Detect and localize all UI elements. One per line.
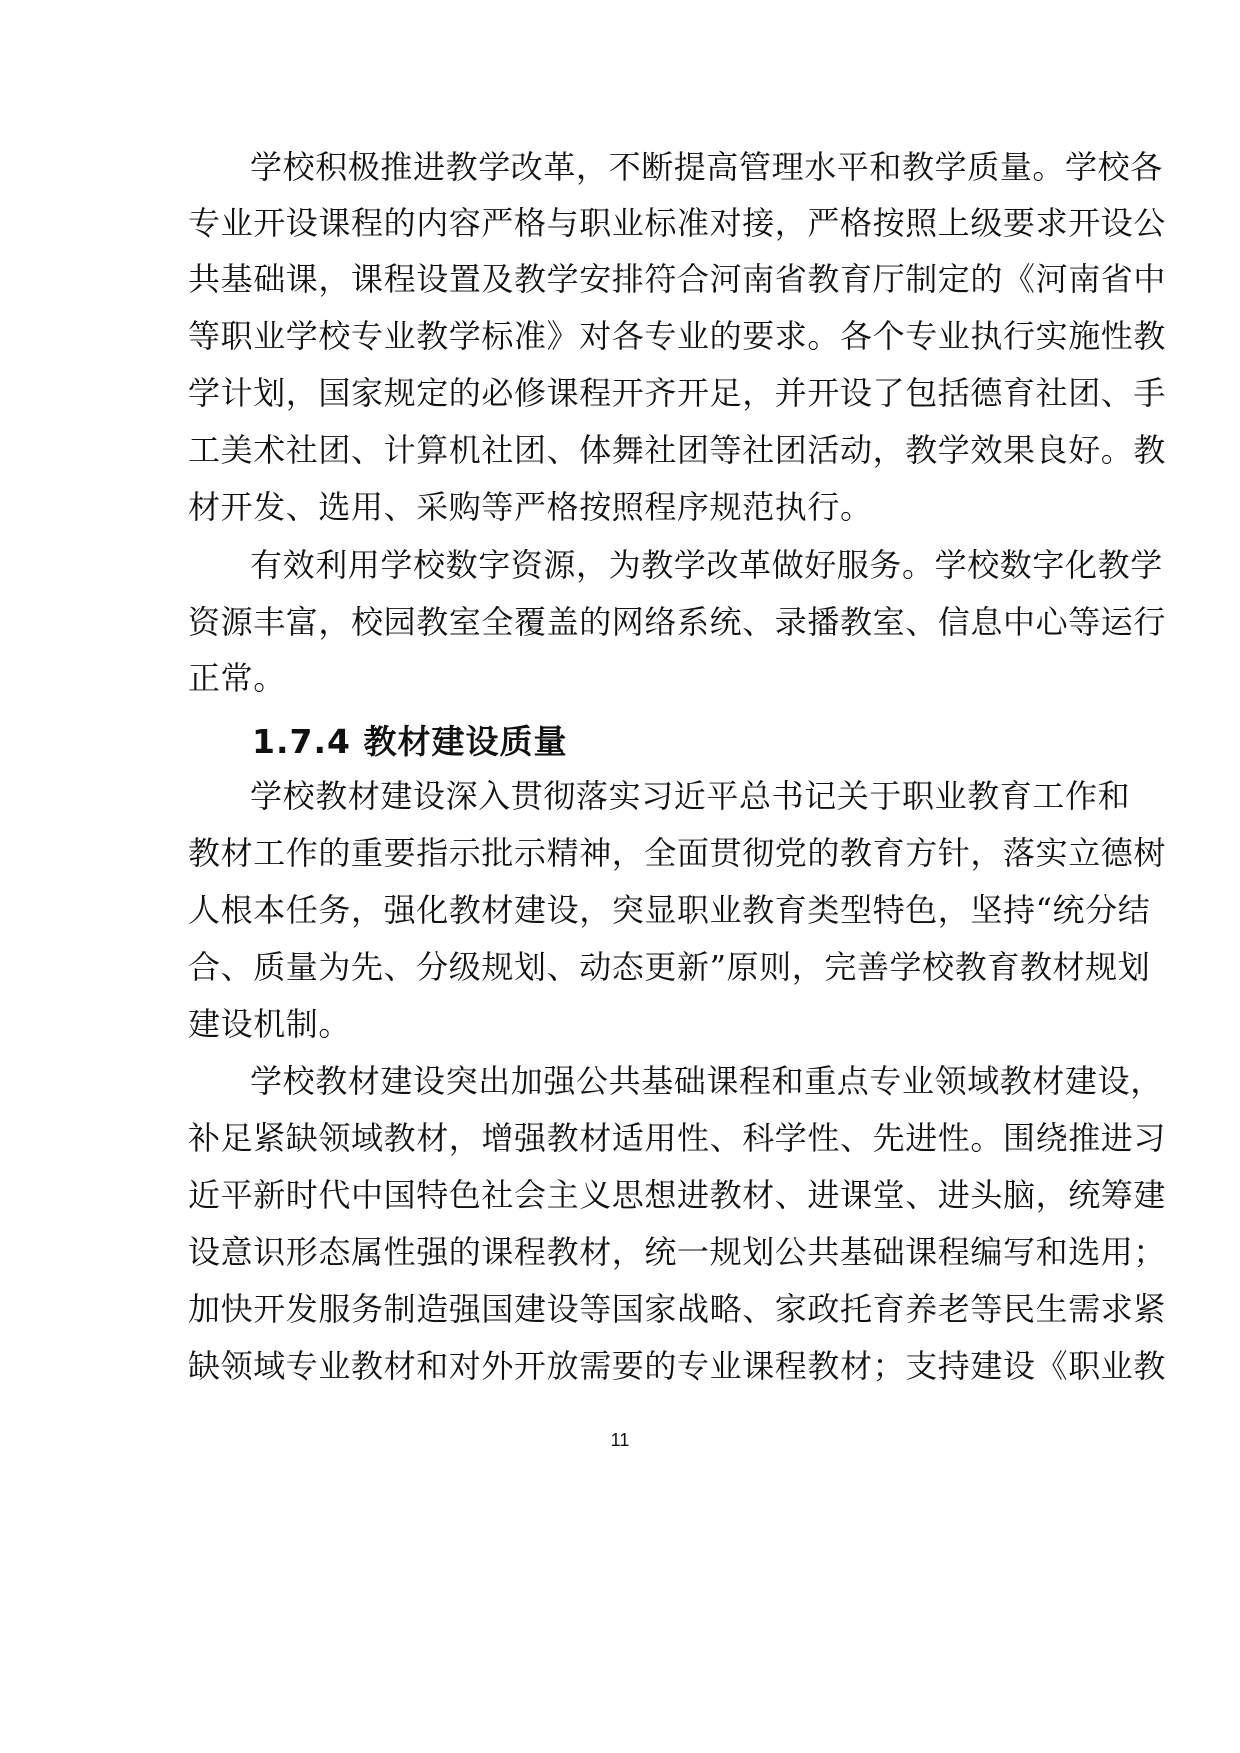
text-line: 建设机制。 bbox=[188, 1005, 352, 1043]
text-line: 正常。 bbox=[188, 659, 286, 697]
text-line: 学校教材建设突出加强公共基础课程和重点专业领域教材建设， bbox=[250, 1062, 1163, 1100]
text-line: 设意识形态属性强的课程教材，统一规划公共基础课程编写和选用； bbox=[188, 1233, 1167, 1271]
text-line: 学校积极推进教学改革，不断提高管理水平和教学质量。学校各 bbox=[250, 148, 1163, 186]
text-line: 共基础课，课程设置及教学安排符合河南省教育厅制定的《河南省中 bbox=[188, 260, 1167, 298]
text-line: 近平新时代中国特色社会主义思想进教材、进课堂、进头脑，统筹建 bbox=[188, 1176, 1167, 1214]
text-line: 人根本任务，强化教材建设，突显职业教育类型特色，坚持“统分结 bbox=[188, 891, 1151, 929]
text-line: 加快开发服务制造强国建设等国家战略、家政托育养老等民生需求紧 bbox=[188, 1290, 1167, 1328]
text-line: 材开发、选用、采购等严格按照程序规范执行。 bbox=[188, 488, 873, 526]
text-line: 工美术社团、计算机社团、体舞社团等社团活动，教学效果良好。教 bbox=[188, 431, 1167, 469]
text-line: 资源丰富，校园教室全覆盖的网络系统、录播教室、信息中心等运行 bbox=[188, 603, 1167, 641]
page-number: 11 bbox=[610, 1430, 630, 1450]
text-line: 缺领域专业教材和对外开放需要的专业课程教材；支持建设《职业教 bbox=[188, 1347, 1167, 1385]
text-line: 学计划，国家规定的必修课程开齐开足，并开设了包括德育社团、手 bbox=[188, 374, 1167, 412]
text-line: 专业开设课程的内容严格与职业标准对接，严格按照上级要求开设公 bbox=[188, 204, 1167, 242]
text-line: 学校教材建设深入贯彻落实习近平总书记关于职业教育工作和 bbox=[250, 777, 1131, 815]
section-heading: 1.7.4 教材建设质量 bbox=[252, 722, 568, 761]
text-line: 教材工作的重要指示批示精神，全面贯彻党的教育方针，落实立德树 bbox=[188, 834, 1167, 872]
text-line: 等职业学校专业教学标准》对各专业的要求。各个专业执行实施性教 bbox=[188, 317, 1167, 355]
text-line: 合、质量为先、分级规划、动态更新”原则，完善学校教育教材规划 bbox=[188, 948, 1151, 986]
text-line: 补足紧缺领域教材，增强教材适用性、科学性、先进性。围绕推进习 bbox=[188, 1119, 1167, 1157]
text-line: 有效利用学校数字资源，为教学改革做好服务。学校数字化教学 bbox=[250, 546, 1163, 584]
